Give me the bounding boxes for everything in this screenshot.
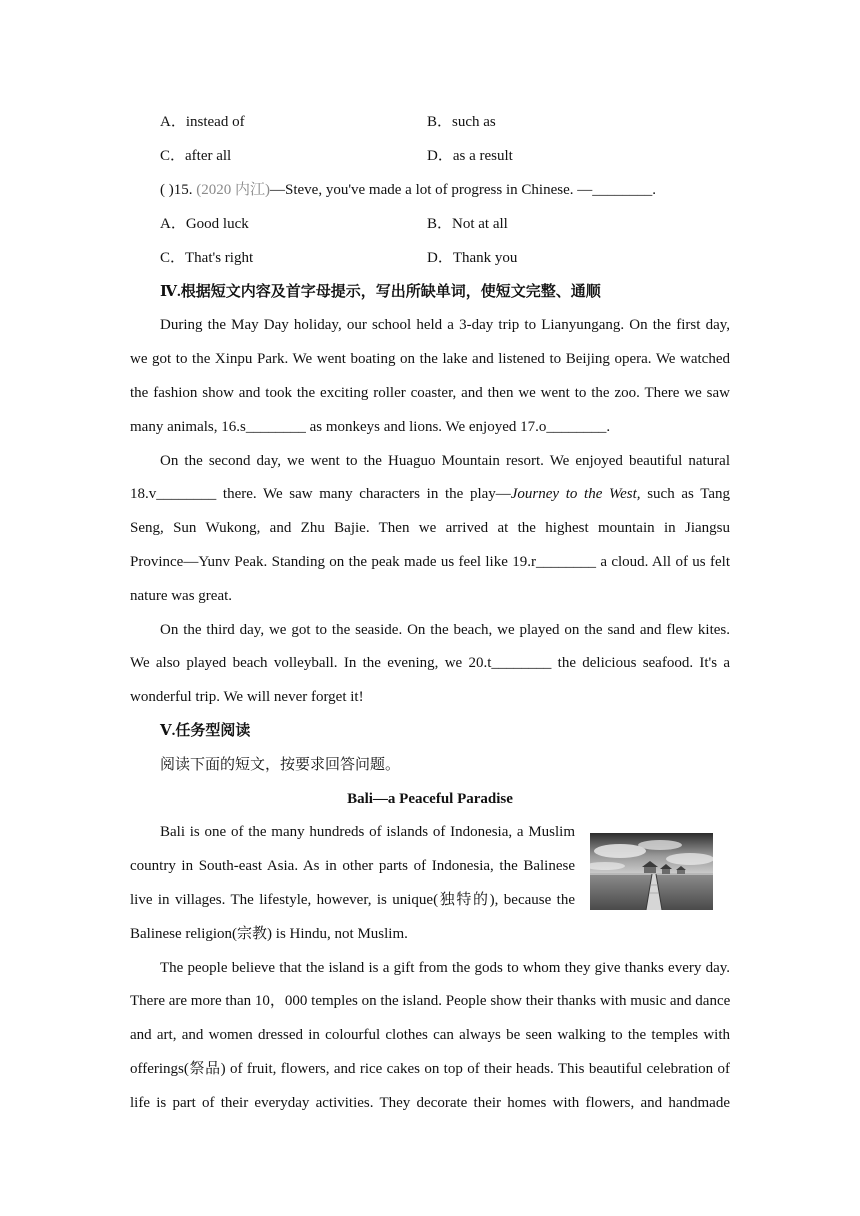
passage-5-p1-line: Balinese religion(宗教) is Hindu, not Muslim. [130, 926, 408, 942]
play-title: Journey to the West, [510, 486, 641, 502]
passage-4-p2-line-2-start: 18.v________ there. We saw many characters in the play— [130, 486, 511, 502]
question-15-source: (2020 内江) [196, 182, 270, 198]
passage-4-p3-line: We also played beach volleyball. In the evening, we 20.t________ the delicious seafood. It's a [130, 655, 730, 671]
question-15-number: ( )15. [160, 182, 197, 198]
passage-5-p2-line: offerings(祭品) of fruit, flowers, and rice cakes on top of their heads. This beautiful celebration of [130, 1061, 730, 1077]
passage-4-p1-line: we got to the Xinpu Park. We went boating on the lake and listened to Beijing opera. We watched [130, 351, 730, 367]
question-15-stem: —Steve, you've made a lot of progress in Chinese. —________. [270, 182, 656, 198]
option-c-after-all: C．after all [160, 148, 232, 164]
passage-4-p2-line: Province—Yunv Peak. Standing on the peak made us feel like 19.r________ a cloud. All of us felt [130, 554, 730, 570]
passage-4-p3-line: On the third day, we got to the seaside. On the beach, we played on the sand and flew kites. [160, 622, 730, 638]
q15-option-a: A．Good luck [160, 216, 249, 232]
q15-option-d: D．Thank you [427, 250, 518, 266]
q15-option-b: B．Not at all [427, 216, 508, 232]
option-d-as-a-result: D．as a result [427, 148, 513, 164]
bali-pier-photo [590, 833, 713, 910]
passage-4-p2-line: nature was great. [130, 588, 233, 604]
passage-4-p2-line-2-end: such as Tang [640, 486, 730, 502]
section-5-instruction: 阅读下面的短文，按要求回答问题。 [160, 757, 401, 773]
question-15 [160, 180, 656, 200]
option-b-such-as: B．such as [427, 114, 496, 130]
passage-4-p2-line: Seng, Sun Wukong, and Zhu Bajie. Then we arrived at the highest mountain in Jiangsu [130, 520, 730, 536]
passage-4-p2-line: On the second day, we went to the Huaguo Mountain resort. We enjoyed beautiful natural [160, 453, 730, 469]
section-5-heading: Ⅴ.任务型阅读 [160, 723, 251, 739]
passage-title: Bali—a Peaceful Paradise [347, 791, 513, 807]
passage-5-p2-line: life is part of their everyday activities. They decorate their homes with flowers, and handmade [130, 1095, 730, 1111]
passage-5-p2-line: There are more than 10，000 temples on the island. People show their thanks with music and dance [130, 993, 731, 1009]
passage-5-p1-line: live in villages. The lifestyle, however, is unique(独特的), because the [130, 892, 575, 908]
passage-5-p1-line: country in South-east Asia. As in other parts of Indonesia, the Balinese [130, 858, 575, 874]
passage-4-p1-line: many animals, 16.s________ as monkeys and lions. We enjoyed 17.o________. [130, 419, 611, 435]
passage-4-p2-line-2 [130, 484, 730, 504]
passage-5-p2-line: The people believe that the island is a gift from the gods to whom they give thanks every day. [160, 960, 730, 976]
option-a-instead-of: A．instead of [160, 114, 245, 130]
section-4-heading: Ⅳ.根据短文内容及首字母提示，写出所缺单词，使短文完整、通顺 [160, 284, 601, 300]
q15-option-c: C．That's right [160, 250, 254, 266]
passage-4-p1-line: During the May Day holiday, our school held a 3-day trip to Lianyungang. On the first day, [160, 317, 730, 333]
passage-4-p3-line: wonderful trip. We will never forget it! [130, 689, 364, 705]
passage-5-p1-line: Bali is one of the many hundreds of islands of Indonesia, a Muslim [160, 824, 575, 840]
passage-4-p1-line: the fashion show and took the exciting roller coaster, and then we went to the zoo. There we saw [130, 385, 730, 401]
passage-5-p2-line: and art, and women dressed in colourful clothes can always be seen walking to the temples with [130, 1027, 730, 1043]
